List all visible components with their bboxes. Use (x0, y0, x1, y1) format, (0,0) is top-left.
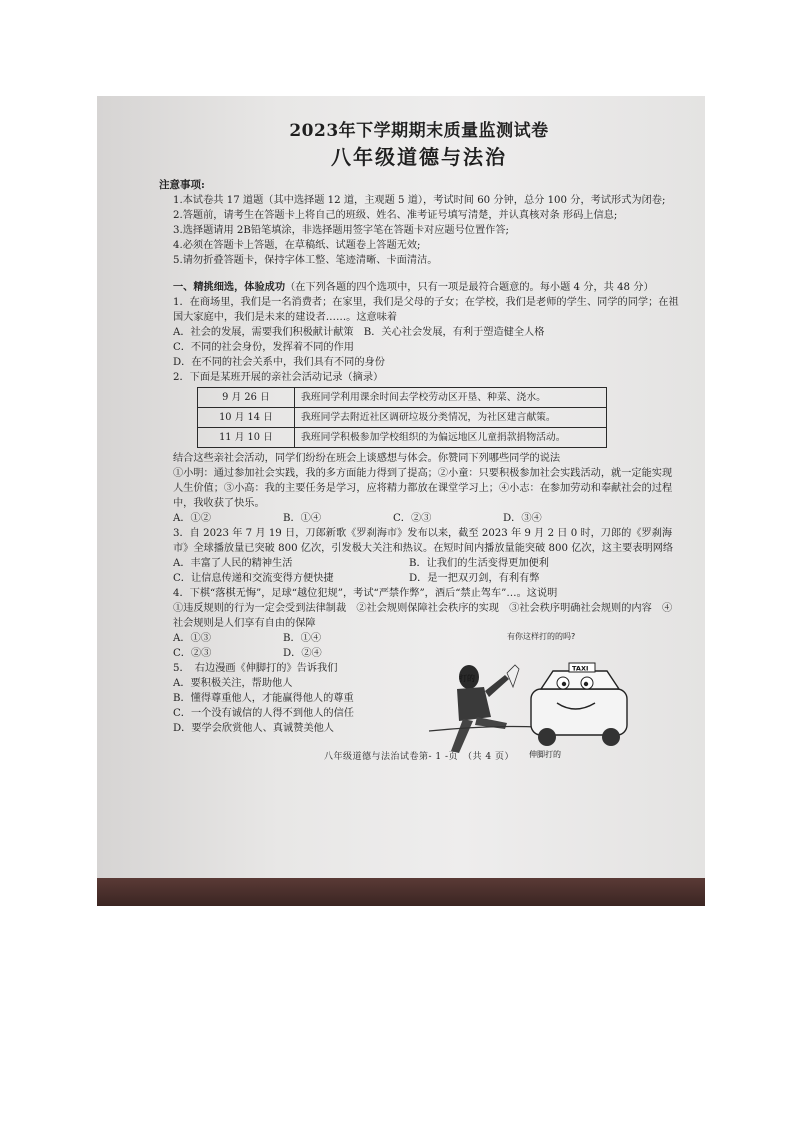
q1-option: C．不同的社会身份，发挥着不同的作用 (173, 342, 354, 353)
note-item: 3.选择题请用 2B铅笔填涂，非选择题用签字笔在答题卡对应题号位置作答; (173, 225, 509, 236)
q2-option: C．②③ (393, 513, 432, 524)
taxi-sign: TAXI (572, 664, 589, 673)
activity-table (197, 387, 607, 448)
q3-option: B．让我们的生活变得更加便利 (409, 558, 549, 569)
question-2 (159, 370, 679, 526)
table-cell-text: 我班同学去附近社区调研垃圾分类情况，为社区建言献策。 (295, 408, 607, 428)
cartoon-speech: 有你这样打的的吗? (507, 632, 576, 641)
note-item: 5.请勿折叠答题卡，保持字体工整、笔迹清晰、卡面清洁。 (173, 255, 438, 266)
q4-options (159, 631, 413, 661)
section-title: 一、精挑细选，体验成功 (173, 281, 286, 293)
photo-frame (97, 96, 705, 906)
q4-stem: 4．下棋“落棋无悔”，足球“越位犯规”，考试“严禁作弊”，酒后“禁止驾车”…。这说明 (173, 588, 558, 599)
q5-option: A．要积极关注，帮助他人 (173, 678, 293, 689)
q4-views: ①违反规则的行为一定会受到法律制裁 ②社会规则保障社会秩序的实现 ③社会秩序明确社会规则的内容 ④社会规则是人们享有自由的保障 (173, 603, 673, 629)
taxi-car (531, 663, 627, 746)
q4-option: B．①④ (283, 633, 322, 644)
question-1 (159, 295, 679, 370)
exam-subtitle: 八年级道德与法治 (331, 145, 507, 169)
cartoon-illustration (429, 632, 639, 759)
table-cell-date: 10 月 14 日 (198, 408, 295, 428)
q2-views: ①小明：通过参加社会实践，我的多方面能力得到了提高；②小童：只要积极参加社会实践活动，就一定能实现人生价值；③小高：我的主要任务是学习，应将精力都放在课堂学习上；④小志：在参加劳动和奉献社会的过程中，我收获了快乐。 (173, 468, 673, 509)
q5-stem: 5． 右边漫画《伸脚打的》告诉我们 (173, 663, 338, 674)
q1-option: D．在不同的社会关系中，我们具有不同的身份 (173, 357, 385, 368)
q2-options (159, 511, 679, 526)
q4-option: D．②④ (283, 648, 322, 659)
q2-stem: 2．下面是某班开展的亲社会活动记录（摘录） (173, 372, 384, 383)
desk-surface (97, 878, 705, 906)
q2-after: 结合这些亲社会活动，同学们纷纷在班会上谈感想与体会。你赞同下列哪些同学的说法 (173, 453, 561, 464)
table-cell-date: 9 月 26 日 (198, 388, 295, 408)
q3-option: C．让信息传递和交流变得方便快捷 (173, 573, 334, 584)
page-footer: 八年级道德与法治试卷第- 1 -页 （共 4 页） (324, 752, 514, 762)
cartoon-shout: 打的 (459, 674, 475, 683)
section-desc: （在下列各题的四个选项中，只有一项是最符合题意的。每小题 4 分，共 48 分） (285, 282, 654, 293)
q3-options-row (159, 571, 679, 586)
q5-option: B．懂得尊重他人，才能赢得他人的尊重 (173, 693, 354, 704)
q2-option: D．③④ (503, 513, 542, 524)
table-cell-date: 11 月 10 日 (198, 428, 295, 448)
q1-stem: 1．在商场里，我们是一名消费者；在家里，我们是父母的子女；在学校，我们是老师的学生、同学的同学；在祖国大家庭中，我们是未来的建设者……。这意味着 (173, 297, 679, 323)
question-3 (159, 526, 679, 586)
q5-option: C．一个没有诚信的人得不到他人的信任 (173, 708, 354, 719)
cartoon-caption: 伸脚打的 (529, 750, 561, 759)
q2-option: B．①④ (283, 513, 322, 524)
table-cell-text: 我班同学利用课余时间去学校劳动区开垦、种菜、浇水。 (295, 388, 607, 408)
table-row (198, 408, 607, 428)
table-row (198, 388, 607, 408)
question-4 (159, 586, 679, 661)
q5-option: D．要学会欣赏他人、真诚赞美他人 (173, 723, 334, 734)
q3-options-row (159, 556, 679, 571)
q4-option: C．②③ (173, 648, 212, 659)
note-item: 4.必须在答题卡上答题，在草稿纸、试题卷上答题无效; (173, 240, 421, 251)
exam-title: 2023年下学期期末质量监测试卷 (289, 121, 549, 141)
note-item: 2.答题前，请考生在答题卡上将自己的班级、姓名、准考证号填写清楚，并认真核对条 形码上信息; (173, 210, 618, 221)
table-row (198, 428, 607, 448)
q3-stem: 3．自 2023 年 7 月 19 日，刀郎新歌《罗刹海市》发布以来，截至 2023 年 9 月 2 日 0 时，刀郎的《罗刹海市》全球播放量已突破 800 亿次，引发极大关注和热议。在短时间内播放量能突破 800 亿次，这主要表明网络 (173, 528, 674, 554)
note-item: 1.本试卷共 17 道题（其中选择题 12 道，主观题 5 道），考试时间 60 分钟，总分 100 分，考试形式为闭卷; (173, 195, 666, 206)
q4-option: A．①③ (173, 633, 211, 644)
exam-sheet (159, 120, 679, 765)
q1-option: A．社会的发展，需要我们积极献计献策 B．关心社会发展，有利于塑造健全人格 (173, 327, 545, 338)
q2-option: A．①② (173, 513, 211, 524)
q3-option: A．丰富了人民的精神生活 (173, 558, 293, 569)
bleed-through-text (615, 150, 685, 220)
q3-option: D．是一把双刃剑，有利有弊 (409, 573, 540, 584)
section-heading (159, 280, 679, 295)
notes-heading: 注意事项: (159, 179, 205, 191)
notes-block (159, 178, 679, 268)
table-cell-text: 我班同学积极参加学校组织的为偏远地区儿童捐款捐物活动。 (295, 428, 607, 448)
